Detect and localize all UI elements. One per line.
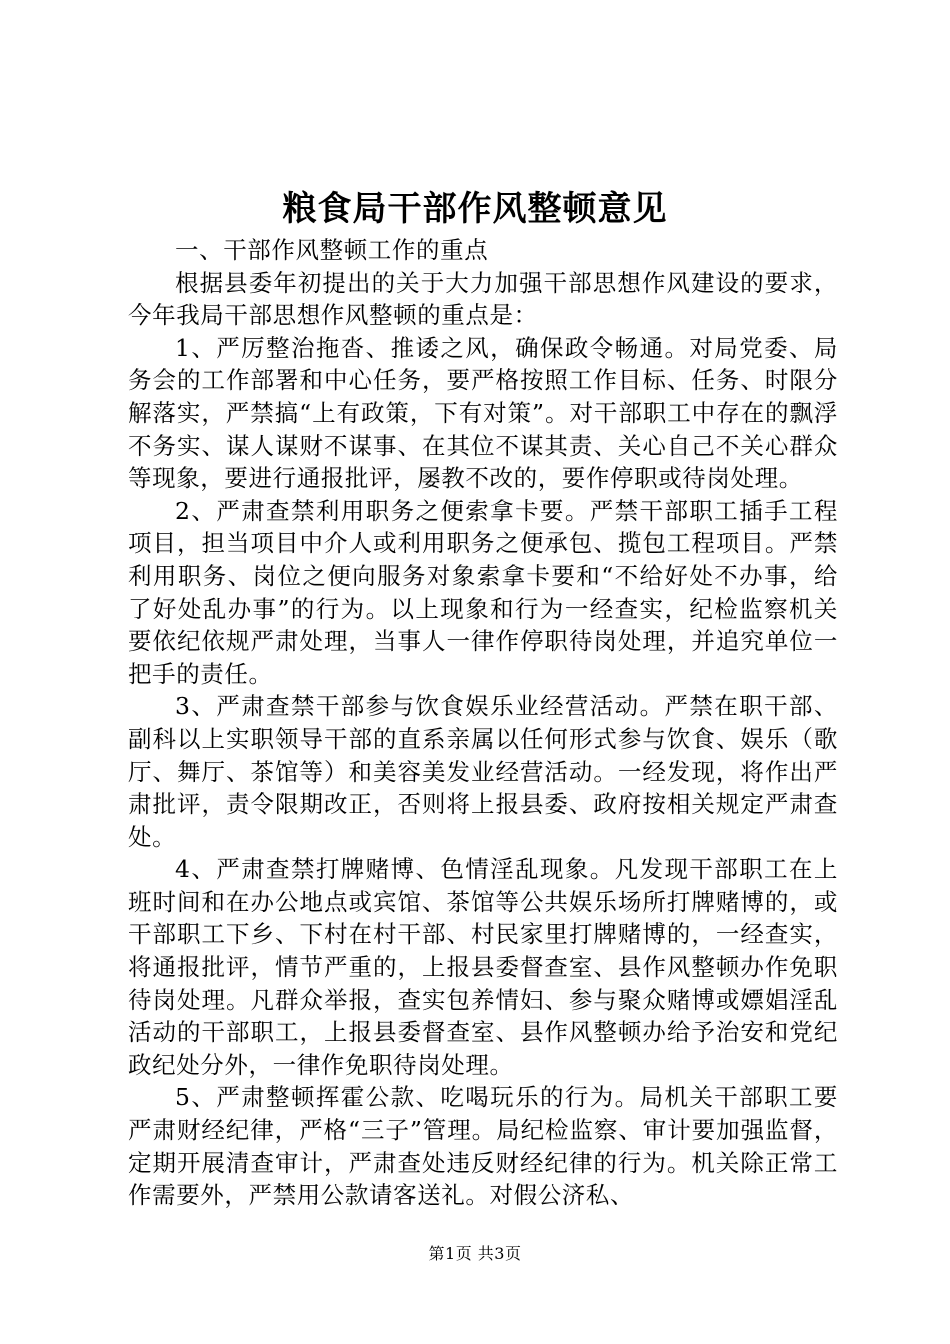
document-title: 粮食局干部作风整顿意见 bbox=[282, 189, 668, 229]
item-2-paragraph: 2、严肃查禁利用职务之便索拿卡要。严禁干部职工插手工程项目，担当项目中介人或利用职务之便承包、揽包工程项目。严禁利用职务、岗位之便向服务对象索拿卡要和“不给好处不办事，给了好处乱办事”的行为。以上现象和行为一经查实，纪检监察机关要依纪依规严肃处理，当事人一律作停职待岗处理，并追究单位一把手的责任。 bbox=[128, 496, 838, 688]
item-5-paragraph: 5、严肃整顿挥霍公款、吃喝玩乐的行为。局机关干部职工要严肃财经纪律，严格“三子”管理。局纪检监察、审计要加强监督，定期开展清查审计，严肃查处违反财经纪律的行为。机关除正常工作需要外，严禁用公款请客送礼。对假公济私、 bbox=[128, 1083, 838, 1210]
document-body bbox=[128, 234, 838, 1212]
item-1-paragraph: 1、严厉整治拖沓、推诿之风，确保政令畅通。对局党委、局务会的工作部署和中心任务，要严格按照工作目标、任务、时限分解落实，严禁搞“上有政策，下有对策”。对干部职工中存在的飘浮不务实、谋人谋财不谋事、在其位不谋其责、关心自己不关心群众等现象，要进行通报批评，屡教不改的，要作停职或待岗处理。 bbox=[128, 333, 838, 493]
section-heading: 一、干部作风整顿工作的重点 bbox=[175, 236, 489, 264]
page-number-footer: 第1页 共3页 bbox=[428, 1244, 522, 1263]
item-3-paragraph: 3、严肃查禁干部参与饮食娱乐业经营活动。严禁在职干部、副科以上实职领导干部的直系亲属以任何形式参与饮食、娱乐（歌厅、舞厅、茶馆等）和美容美发业经营活动。一经发现，将作出严肃批评，责令限期改正，否则将上报县委、政府按相关规定严肃查处。 bbox=[128, 692, 838, 851]
intro-paragraph: 根据县委年初提出的关于大力加强干部思想作风建设的要求，今年我局干部思想作风整顿的重点是： bbox=[128, 268, 838, 330]
item-4-paragraph: 4、严肃查禁打牌赌博、色情淫乱现象。凡发现干部职工在上班时间和在办公地点或宾馆、茶馆等公共娱乐场所打牌赌博的，或干部职工下乡、下村在村干部、村民家里打牌赌博的，一经查实，将通报批评，情节严重的，上报县委督查室、县作风整顿办作免职待岗处理。凡群众举报，查实包养情妇、参与聚众赌博或嫖娼淫乱活动的干部职工，上报县委督查室、县作风整顿办给予治安和党纪政纪处分外，一律作免职待岗处理。 bbox=[128, 855, 838, 1079]
